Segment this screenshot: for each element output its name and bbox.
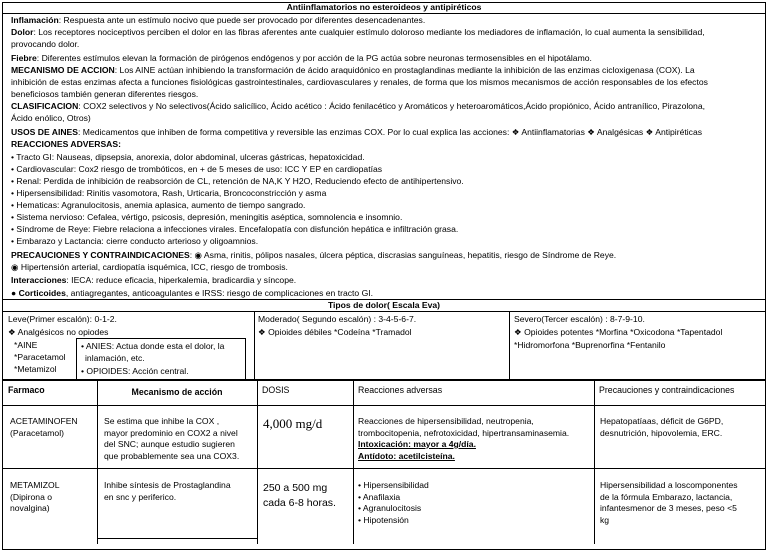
moderado-sub: ❖ Opioides débiles *Codeína *Tramadol (258, 327, 412, 337)
moderado-title: Moderado( Segundo escalón) : 3-4-5-6-7. (258, 314, 417, 324)
table-col-divider (97, 380, 98, 544)
table-col-divider (353, 380, 354, 544)
table-row (10, 480, 60, 515)
severo-sub: *Hidromorfona *Buprenorfina *Fentanilo (514, 340, 666, 350)
dolor-col-divider (254, 311, 255, 380)
mecanismo-line: Se estima que inhibe la COX , (104, 416, 220, 426)
severo-title: Severo(Tercer escalón) : 8-7-9-10. (514, 314, 645, 324)
reacciones-line: trombocitopenia, nefrotoxicidad, hipertransaminasemia. (358, 427, 570, 438)
reaccion-item: • Sistema nervioso: Cefalea, vértigo, psicosis, depresión, meningitis aséptica, somnolencia e insomnio. (11, 212, 403, 222)
reaccion-item: • Hematicas: Agranulocitosis, anemia aplasica, aumento de tiempo sangrado. (11, 200, 306, 210)
table-row (10, 416, 78, 439)
table-header-mecanismo: Mecanismo de acción (131, 387, 223, 397)
leve-note-line: • OPIOIDES: Acción central. (81, 366, 189, 376)
def-inflamacion: Inflamación: Respuesta ante un estímulo nocivo que puede ser provocado por diferentes desencadenantes. (11, 15, 426, 25)
def-precauciones-cont: ◉ Hipertensión arterial, cardiopatía isquémica, ICC, riesgo de trombosis. (11, 262, 288, 272)
def-clasificacion: CLASIFICACION: COX2 selectivos y No selectivos(Ácido salicílico, Ácido acético : Ácido fenilacético y Aromáticos y heteroaromáticos,Ácido propiónico, Ácido antranílico, Pirazolona, (11, 101, 706, 111)
page-title: Antiinflamatorios no esteroideos y antipiréticos (286, 2, 482, 12)
dosis-cell: 4,000 mg/d (263, 416, 323, 431)
table-header-dosis: DOSIS (262, 385, 290, 395)
table-col-divider (257, 380, 258, 544)
reacciones-line: • Hipersensibilidad (358, 480, 429, 490)
precauciones-line: de la fórmula Embarazo, lactancia, (600, 491, 733, 502)
reacciones-line: • Agranulocitosis (358, 503, 422, 513)
def-mecanismo-cont2: beneficiosos también generan diferentes riesgos. (11, 89, 199, 99)
farmaco-line: METAMIZOL (10, 480, 60, 490)
dosis-line: cada 6-8 horas. (263, 497, 336, 509)
reaccion-item: • Embarazo y Lactancia: cierre conducto arterioso y oligoamnios. (11, 236, 259, 246)
def-dolor: Dolor: Los receptores nociceptivos perciben el dolor en las fibras aferentes ante cualquier estímulo doloroso mediante los mediadores de inflamación, lo cual aumenta la sensibilidad, (11, 27, 705, 37)
leve-note-line: inlamación, etc. (85, 353, 145, 363)
def-corticoides: ● Corticoides, antiagregantes, anticoagulantes e IRSS: riesgo de complicaciones en tracto GI. (11, 288, 374, 298)
farmaco-line: novalgina) (10, 503, 50, 513)
farmaco-line: (Paracetamol) (10, 427, 64, 438)
def-interacciones: Interacciones: IECA: reduce eficacia, hiperkalemia, bradicardia y síncope. (11, 275, 297, 285)
table-header-reacciones: Reacciones adversas (358, 385, 443, 395)
title-divider (2, 13, 766, 14)
reacciones-line: • Anafilaxia (358, 491, 401, 502)
precauciones-line: kg (600, 514, 610, 525)
leve-drug: *AINE (14, 340, 38, 350)
def-dolor-cont: provocando dolor. (11, 39, 80, 49)
reaccion-item: • Síndrome de Reye: Fiebre relaciona a infecciones virales. Encefalopatía con disfunción hepática e infiltración grasa. (11, 224, 459, 234)
leve-sub: ❖ Analgésicos no opiodes (8, 327, 109, 337)
def-clasificacion-cont: Ácido enólico, Otros) (11, 113, 91, 123)
intoxicacion-text: Intoxicación: mayor a 4g/día. (358, 439, 476, 449)
precauciones-cell (600, 416, 723, 439)
mecanismo-cell (104, 480, 231, 503)
mecanismo-line: Inhibe síntesis de Prostaglandina (104, 480, 231, 490)
farmaco-line: ACETAMINOFEN (10, 416, 78, 426)
reacciones-cell (358, 416, 569, 462)
table-col-divider (594, 380, 595, 544)
reacciones-line: • Hipotensión (358, 514, 409, 525)
dosis-cell (263, 481, 336, 511)
reaccion-item: • Cardiovascular: Cox2 riesgo de trombóticos, en + de 5 meses de uso: ICC Y EP en cardiopatías (11, 164, 383, 174)
reacciones-line: Reacciones de hipersensibilidad, neutropenia, (358, 416, 534, 426)
mecanismo-cell (104, 416, 239, 462)
precauciones-cell (600, 480, 738, 526)
reaccion-item: • Hipersensibilidad: Rinitis vasomotora, Rash, Urticaria, Broncoconstricción y asma (11, 188, 327, 198)
reaccion-item: • Tracto GI: Nauseas, dipsepsia, anorexia, dolor abdominal, ulceras gástricas, hepatoxicidad. (11, 152, 365, 162)
severo-sub: ❖ Opioides potentes *Morfina *Oxicodona *Tapentadol (514, 327, 723, 337)
def-mecanismo-cont: inhibición de estas enzimas afecta a funciones fisiológicas gastrointestinales, cardiovasculares y renales, de forma que los mismos mecanismos de acción responsables de los efectos (11, 77, 708, 87)
dolor-types-header: Tipos de dolor( Escala Eva) (327, 300, 441, 310)
reacciones-cell (358, 480, 429, 526)
def-usos: USOS DE AINES: Medicamentos que inhiben de forma competitiva y reversible las enzimas COX. Por lo cual explica las acciones: ❖ Antiinflamatorias ❖ Analgésicas ❖ Antipiréticas (11, 127, 703, 137)
reacciones-heading: REACCIONES ADVERSAS: (11, 139, 121, 149)
precauciones-line: Hepatopatíaas, déficit de G6PD, (600, 416, 724, 426)
antidoto-text: Antídoto: acetilcisteína. (358, 450, 455, 461)
dolor-col-divider (509, 311, 510, 380)
precauciones-line: infantesmenor de 3 meses, peso <5 (600, 503, 737, 513)
precauciones-line: desnutrición, hipovolemia, ERC. (600, 427, 723, 438)
table-row-divider (97, 538, 257, 539)
leve-drug: *Paracetamol (14, 352, 66, 362)
dosis-line: 250 a 500 mg (263, 482, 328, 494)
mecanismo-line: del SNC; aunque estudio sugieren (104, 439, 235, 449)
leve-title: Leve(Primer escalón): 0-1-2. (8, 314, 117, 324)
table-row-divider (2, 468, 766, 469)
def-fiebre: Fiebre: Diferentes estímulos elevan la formación de pirógenos endógenos y por acción de la PG actúa sobre neuronas termosensibles en el hipotálamo. (11, 53, 592, 63)
table-header-farmaco: Farmaco (8, 385, 45, 395)
reaccion-item: • Renal: Perdida de inhibición de reabsorción de CL, retención de NA,K Y H2O, Reduciendo efecto de antihipertensivo. (11, 176, 464, 186)
mecanismo-line: mayor predominio en COX2 a nivel (104, 427, 238, 438)
mecanismo-line: en snc y periferico. (104, 491, 177, 502)
leve-drug: *Metamizol (14, 364, 57, 374)
leve-note-line: • ANIES: Actua donde esta el dolor, la (81, 341, 225, 351)
dolor-types-divider (2, 311, 766, 312)
precauciones-line: Hipersensibilidad a loscomponentes (600, 480, 738, 490)
farmaco-line: (Dipirona o (10, 491, 53, 502)
def-precauciones: PRECAUCIONES Y CONTRAINDICACIONES: ◉ Asma, rinitis, pólipos nasales, úlcera péptica, discrasias sanguíneas, hepatitis, riesgo de Síndrome de Reye. (11, 250, 617, 260)
def-mecanismo: MECANISMO DE ACCION: Los AINE actúan inhibiendo la transformación de ácido araquidónico en prostaglandinas mediante la inhibición de las enzimas cicloxigenasa (COX). La (11, 65, 695, 75)
table-header-precauciones: Precauciones y contraindicaciones (599, 385, 735, 395)
table-row-divider (2, 405, 766, 406)
mecanismo-line: que probablemente sea una COX3. (104, 450, 240, 461)
